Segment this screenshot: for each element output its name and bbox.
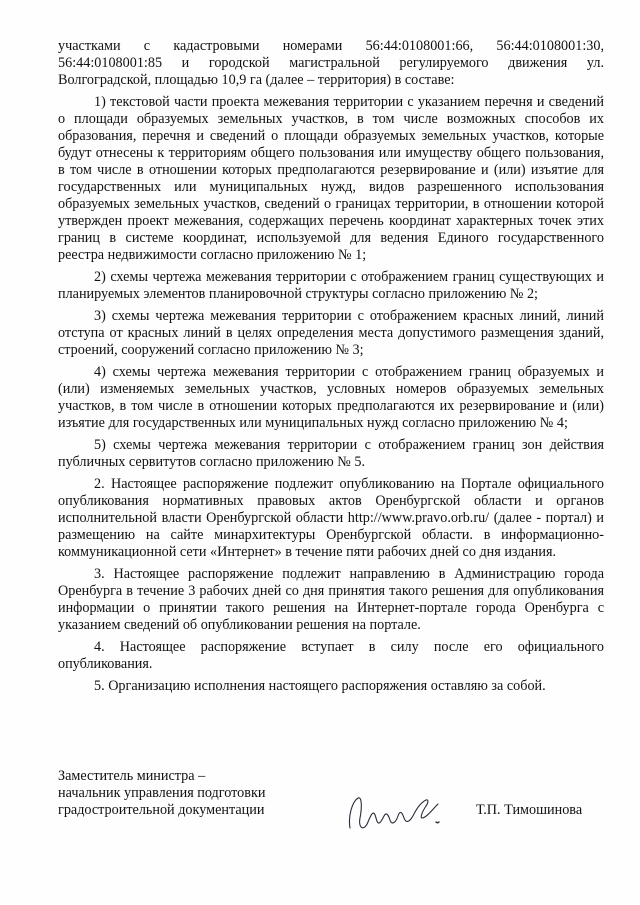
paragraph-item-1: 1) текстовой части проекта межевания территории с указанием перечня и сведений о площади образуемых земельных участков, в том числе возможных способов их образования, перечня и сведений о площади образуемых земельных участков, которые будут отнесены к территориям общего пользования или имуществу общего пользования, в том числе в отношении которых предполагаются резервирование и (или) изъятие для государственных или муниципальных нужд, видов разрешенного использования образуемых земельных участков, сведений о границах территории, в отношении которой утвержден проект межевания, содержащих перечень координат характерных точек этих границ в системе координат, используемой для ведения Единого государственного реестра недвижимости согласно приложению № 1;: [58, 94, 604, 263]
paragraph-intro: участками с кадастровыми номерами 56:44:0108001:66, 56:44:0108001:30, 56:44:0108001:85 и городской магистральной регулируемого движения ул. Волгоградской, площадью 10,9 га (далее – территория) в составе:: [58, 38, 604, 88]
signatory-position: [58, 768, 298, 819]
paragraph-clause-4: 4. Настоящее распоряжение вступает в силу после его официального опубликования.: [58, 639, 604, 672]
paragraph-item-2: 2) схемы чертежа межевания территории с отображением границ существующих и планируемых элементов планировочной структуры согласно приложению № 2;: [58, 269, 604, 302]
document-body: [58, 38, 604, 695]
signatory-name: Т.П. Тимошинова: [476, 802, 583, 818]
signature-block: [58, 768, 604, 838]
signatory-position-line-1: Заместитель министра –: [58, 768, 206, 784]
paragraph-item-4: 4) схемы чертежа межевания территории с отображением границ образуемых и (или) изменяемых земельных участков, условных номеров образуемых земельных участков, в том числе в отношении которых предполагаются их резервирование и (или) изъятие для государственных или муниципальных нужд согласно приложению № 4;: [58, 364, 604, 431]
paragraph-item-3: 3) схемы чертежа межевания территории с отображением красных линий, линий отступа от красных линий в целях определения места допустимого размещения зданий, строений, сооружений согласно приложению № 3;: [58, 308, 604, 358]
paragraph-clause-5: 5. Организацию исполнения настоящего распоряжения оставляю за собой.: [94, 678, 546, 694]
handwritten-signature: [344, 788, 454, 838]
paragraph-clause-3: 3. Настоящее распоряжение подлежит направлению в Администрацию города Оренбурга в течение 3 рабочих дней со дня принятия такого решения для опубликования информации о принятии такого решения на Интернет-портале города Оренбурга с указанием сведений об опубликовании решения на портале.: [58, 566, 604, 633]
paragraph-item-5: 5) схемы чертежа межевания территории с отображением границ зон действия публичных сервитутов согласно приложению № 5.: [58, 437, 604, 470]
signatory-position-line-2: начальник управления подготовки: [58, 785, 266, 801]
signatory-position-line-3: градостроительной документации: [58, 802, 265, 818]
paragraph-clause-2: 2. Настоящее распоряжение подлежит опубликованию на Портале официального опубликования нормативных правовых актов Оренбургской области и органов исполнительной власти Оренбургской области http://www.pravo.orb.ru/ (далее - портал) и размещению на сайте минархитектуры Оренбургской области. в информационно-коммуникационной сети «Интернет» в течение пяти рабочих дней со дня издания.: [58, 476, 604, 560]
